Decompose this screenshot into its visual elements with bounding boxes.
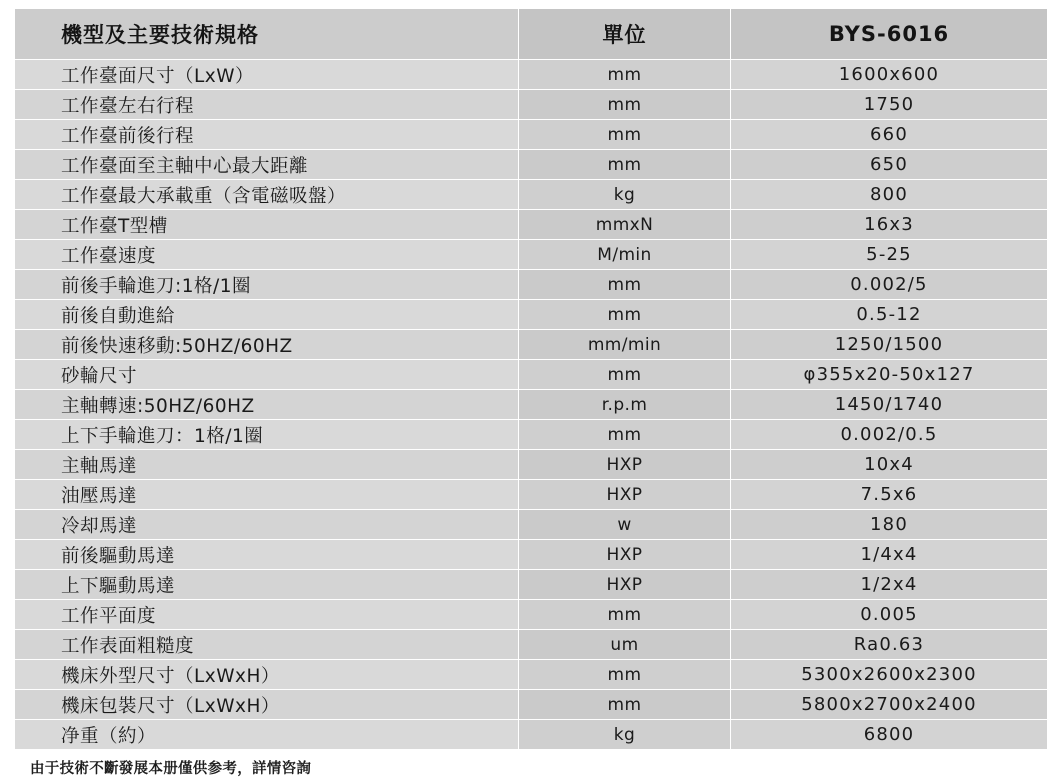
cell-value: 0.005	[731, 600, 1048, 630]
table-row	[15, 120, 1048, 150]
table-row	[15, 240, 1048, 270]
cell-unit: kg	[519, 180, 731, 210]
cell-unit: um	[519, 630, 731, 660]
table-row	[15, 60, 1048, 90]
table-row	[15, 330, 1048, 360]
cell-spec-name: 上下驅動馬達	[15, 570, 519, 600]
cell-value: 10x4	[731, 450, 1048, 480]
cell-spec-name: 工作臺T型槽	[15, 210, 519, 240]
cell-unit: mmxN	[519, 210, 731, 240]
cell-spec-name: 冷却馬達	[15, 510, 519, 540]
table-row	[15, 300, 1048, 330]
table-row	[15, 450, 1048, 480]
cell-spec-name: 工作臺最大承載重（含電磁吸盤）	[15, 180, 519, 210]
cell-value: 0.002/5	[731, 270, 1048, 300]
cell-spec-name: 主軸轉速:50HZ/60HZ	[15, 390, 519, 420]
cell-unit: HXP	[519, 450, 731, 480]
table-row	[15, 690, 1048, 720]
table-row	[15, 540, 1048, 570]
table-row	[15, 210, 1048, 240]
cell-value: 7.5x6	[731, 480, 1048, 510]
cell-value: 0.5-12	[731, 300, 1048, 330]
cell-spec-name: 上下手輪進刀：1格/1圈	[15, 420, 519, 450]
cell-spec-name: 工作臺速度	[15, 240, 519, 270]
cell-spec-name: 净重（約）	[15, 720, 519, 750]
footnote: 由于技術不斷發展本册僅供参考，詳情咨詢	[30, 761, 312, 777]
specification-table	[14, 8, 1048, 750]
cell-value: 800	[731, 180, 1048, 210]
table-row	[15, 420, 1048, 450]
cell-unit: kg	[519, 720, 731, 750]
table-row	[15, 600, 1048, 630]
table-row	[15, 660, 1048, 690]
table-row	[15, 270, 1048, 300]
table-row	[15, 180, 1048, 210]
cell-unit: M/min	[519, 240, 731, 270]
cell-value: 650	[731, 150, 1048, 180]
cell-value: 16x3	[731, 210, 1048, 240]
cell-spec-name: 前後驅動馬達	[15, 540, 519, 570]
table-row	[15, 630, 1048, 660]
cell-unit: mm	[519, 90, 731, 120]
table-header	[15, 9, 1048, 60]
column-header-unit: 單位	[519, 9, 731, 60]
cell-value: 180	[731, 510, 1048, 540]
cell-value: 5300x2600x2300	[731, 660, 1048, 690]
cell-value: Ra0.63	[731, 630, 1048, 660]
table-row	[15, 720, 1048, 750]
column-header-model: BYS-6016	[731, 9, 1048, 60]
cell-unit: mm	[519, 660, 731, 690]
table-row	[15, 570, 1048, 600]
cell-spec-name: 工作平面度	[15, 600, 519, 630]
cell-value: 1250/1500	[731, 330, 1048, 360]
cell-value: 1/2x4	[731, 570, 1048, 600]
cell-spec-name: 機床包裝尺寸（LxWxH）	[15, 690, 519, 720]
cell-unit: mm	[519, 60, 731, 90]
cell-unit: mm	[519, 270, 731, 300]
table-row	[15, 390, 1048, 420]
cell-value: 6800	[731, 720, 1048, 750]
table-header-row	[15, 9, 1048, 60]
cell-spec-name: 工作臺面尺寸（LxW）	[15, 60, 519, 90]
cell-spec-name: 工作臺左右行程	[15, 90, 519, 120]
cell-unit: mm	[519, 420, 731, 450]
table-row	[15, 150, 1048, 180]
column-header-spec-name: 機型及主要技術規格	[15, 9, 519, 60]
table-row	[15, 480, 1048, 510]
cell-unit: w	[519, 510, 731, 540]
cell-value: 660	[731, 120, 1048, 150]
cell-unit: mm/min	[519, 330, 731, 360]
table-row	[15, 510, 1048, 540]
cell-unit: mm	[519, 300, 731, 330]
cell-unit: mm	[519, 690, 731, 720]
cell-unit: HXP	[519, 540, 731, 570]
cell-value: 5800x2700x2400	[731, 690, 1048, 720]
cell-spec-name: 油壓馬達	[15, 480, 519, 510]
table-row	[15, 90, 1048, 120]
cell-unit: HXP	[519, 480, 731, 510]
cell-value: 5-25	[731, 240, 1048, 270]
cell-spec-name: 主軸馬達	[15, 450, 519, 480]
cell-value: φ355x20-50x127	[731, 360, 1048, 390]
cell-unit: mm	[519, 360, 731, 390]
cell-unit: HXP	[519, 570, 731, 600]
table-body	[15, 60, 1048, 750]
cell-spec-name: 工作臺面至主軸中心最大距離	[15, 150, 519, 180]
cell-value: 1450/1740	[731, 390, 1048, 420]
cell-spec-name: 工作表面粗糙度	[15, 630, 519, 660]
cell-spec-name: 工作臺前後行程	[15, 120, 519, 150]
table-row	[15, 360, 1048, 390]
cell-value: 1750	[731, 90, 1048, 120]
cell-spec-name: 前後快速移動:50HZ/60HZ	[15, 330, 519, 360]
cell-unit: mm	[519, 600, 731, 630]
cell-spec-name: 前後自動進給	[15, 300, 519, 330]
cell-spec-name: 機床外型尺寸（LxWxH）	[15, 660, 519, 690]
cell-unit: mm	[519, 120, 731, 150]
cell-spec-name: 砂輪尺寸	[15, 360, 519, 390]
cell-value: 1/4x4	[731, 540, 1048, 570]
cell-value: 0.002/0.5	[731, 420, 1048, 450]
cell-value: 1600x600	[731, 60, 1048, 90]
cell-spec-name: 前後手輪進刀:1格/1圈	[15, 270, 519, 300]
cell-unit: r.p.m	[519, 390, 731, 420]
cell-unit: mm	[519, 150, 731, 180]
